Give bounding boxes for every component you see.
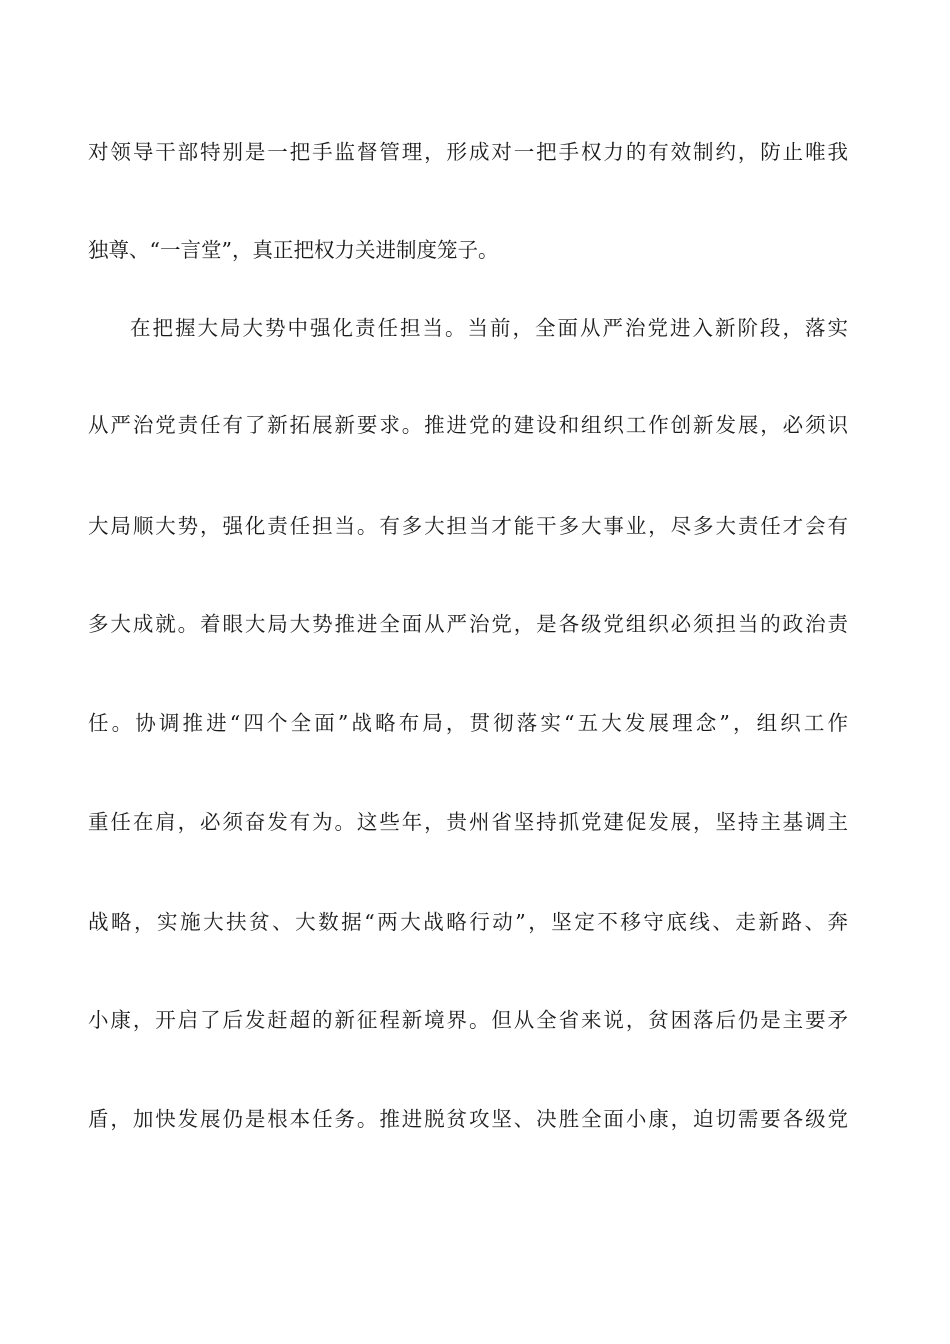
text-line-11: 盾，加快发展仍是根本任务。推进脱贫攻坚、决胜全面小康，迫切需要各级党 (88, 1107, 848, 1131)
paragraph-start-line: 在把握大局大势中强化责任担当。当前，全面从严治党进入新阶段，落实 (130, 316, 848, 340)
text-line-1: 对领导干部特别是一把手监督管理，形成对一把手权力的有效制约，防止唯我 (88, 140, 848, 164)
text-line-8: 重任在肩，必须奋发有为。这些年，贵州省坚持抓党建促发展，坚持主基调主 (88, 810, 848, 834)
text-line-4: 从严治党责任有了新拓展新要求。推进党的建设和组织工作创新发展，必须识 (88, 413, 848, 437)
text-line-6: 多大成就。着眼大局大势推进全面从严治党，是各级党组织必须担当的政治责 (88, 612, 848, 636)
text-line-5: 大局顺大势，强化责任担当。有多大担当才能干多大事业，尽多大责任才会有 (88, 514, 848, 538)
text-line-7: 任。协调推进“四个全面”战略布局，贯彻落实“五大发展理念”，组织工作 (88, 711, 848, 735)
text-line-9: 战略，实施大扶贫、大数据“两大战略行动”，坚定不移守底线、走新路、奔 (88, 910, 848, 934)
text-line-2: 独尊、“一言堂”，真正把权力关进制度笼子。 (88, 238, 499, 262)
text-line-10: 小康，开启了后发赶超的新征程新境界。但从全省来说，贫困落后仍是主要矛 (88, 1008, 848, 1032)
